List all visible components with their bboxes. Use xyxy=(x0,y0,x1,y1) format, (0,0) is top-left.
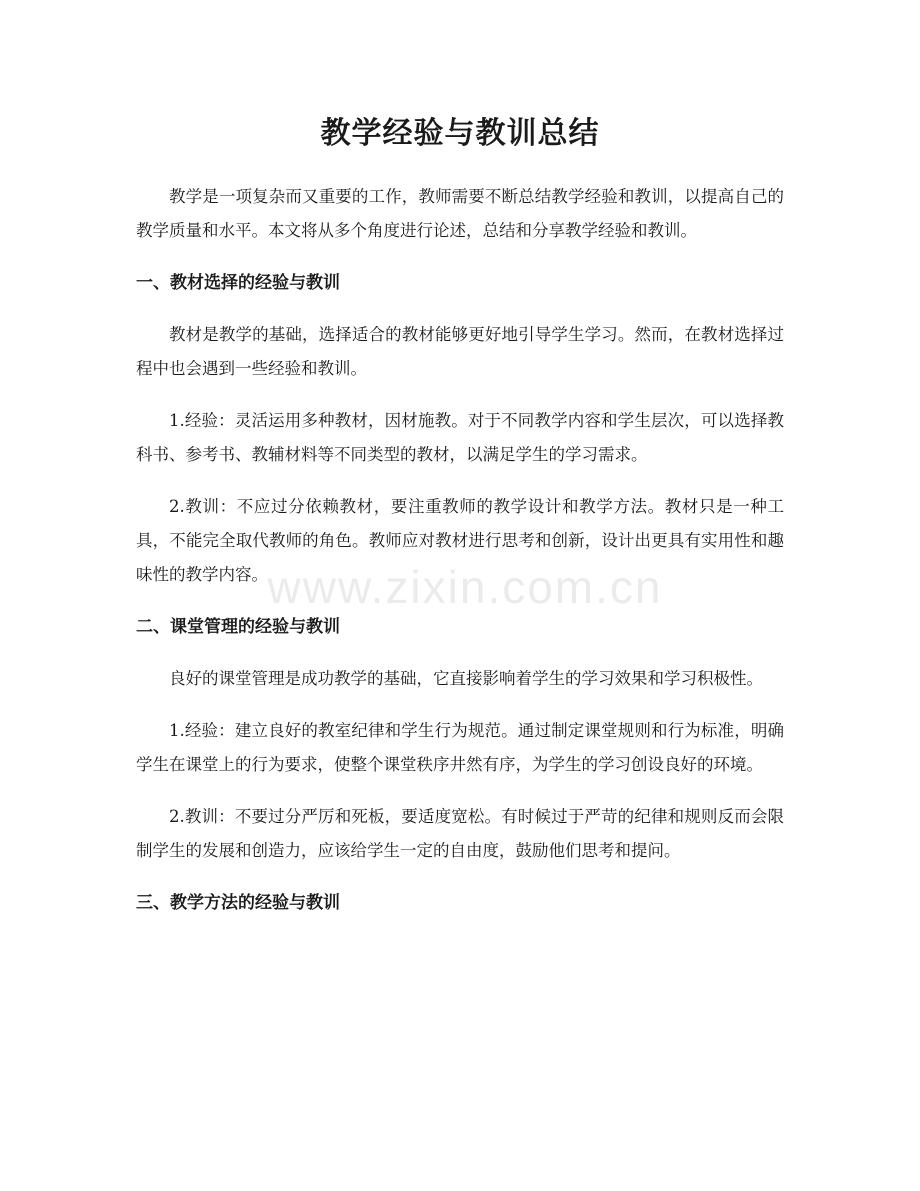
section-heading-classroom: 二、课堂管理的经验与教训 xyxy=(136,617,340,637)
watermark: www.zixin.com.cn xyxy=(267,561,663,613)
paragraph: 教材是教学的基础，选择适合的教材能够更好地引导学生学习。然而，在教材选择过程中也会遇到一些经验和教训。 xyxy=(136,325,784,378)
paragraph: 良好的课堂管理是成功教学的基础，它直接影响着学生的学习效果和学习积极性。 xyxy=(169,669,763,688)
paragraph: 2.教训：不要过分严厉和死板，要适度宽松。有时候过于严苛的纪律和规则反而会限制学生的发展和创造力，应该给学生一定的自由度，鼓励他们思考和提问。 xyxy=(136,807,784,860)
paragraph: 1.经验：灵活运用多种教材，因材施教。对于不同教学内容和学生层次，可以选择教科书、参考书、教辅材料等不同类型的教材，以满足学生的学习需求。 xyxy=(136,411,784,464)
intro-paragraph: 教学是一项复杂而又重要的工作，教师需要不断总结教学经验和教训，以提高自己的教学质量和水平。本文将从多个角度进行论述，总结和分享教学经验和教训。 xyxy=(136,187,784,240)
document-body xyxy=(136,180,784,938)
paragraph: 1.经验：建立良好的教室纪律和学生行为规范。通过制定课堂规则和行为标准，明确学生在课堂上的行为要求，使整个课堂秩序井然有序，为学生的学习创设良好的环境。 xyxy=(136,721,784,774)
paragraph: 2.教训：不应过分依赖教材，要注重教师的教学设计和教学方法。教材只是一种工具，不能完全取代教师的角色。教师应对教材进行思考和创新，设计出更具有实用性和趣味性的教学内容。 xyxy=(136,497,784,584)
page-title: 教学经验与教训总结 xyxy=(320,116,600,151)
section-heading-methods: 三、教学方法的经验与教训 xyxy=(136,893,340,913)
section-heading-textbook: 一、教材选择的经验与教训 xyxy=(136,273,340,293)
